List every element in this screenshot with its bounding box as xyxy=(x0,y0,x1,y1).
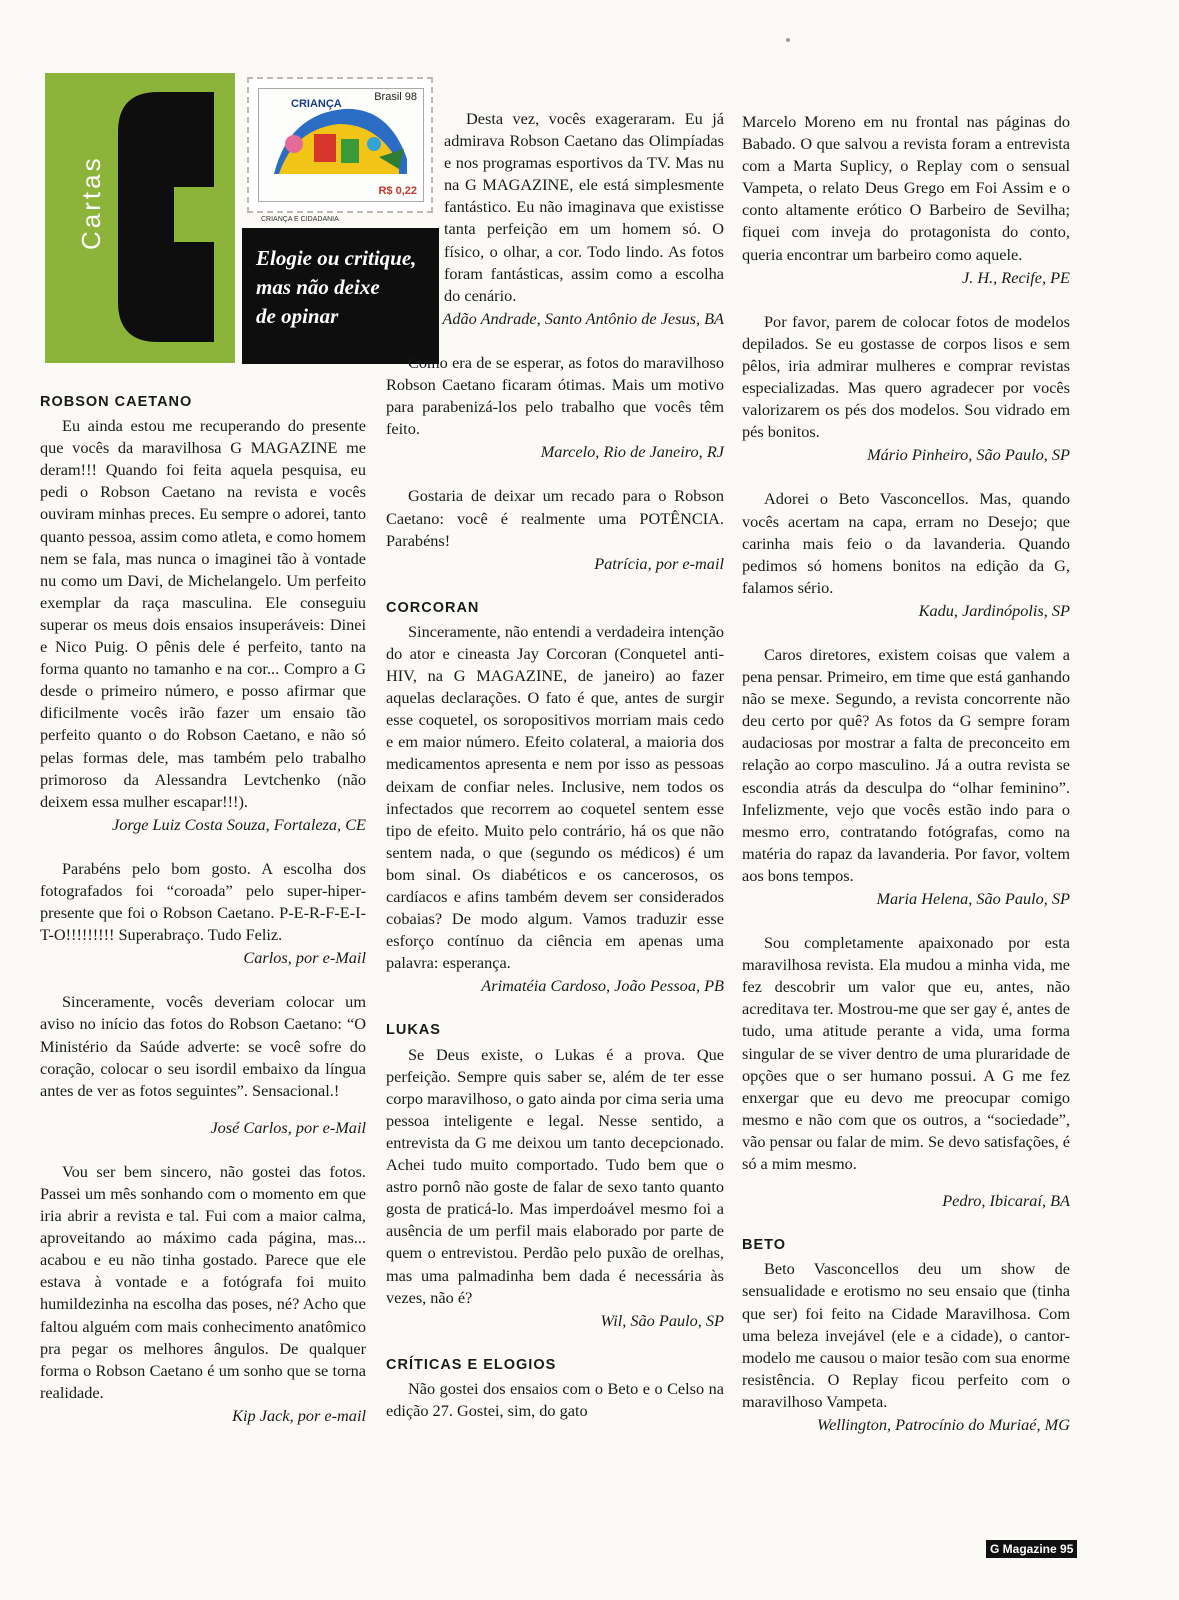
page-footer xyxy=(986,1540,1077,1558)
letter-signature: Marcelo, Rio de Janeiro, RJ xyxy=(540,442,724,462)
letter-text: Adorei o Beto Vasconcellos. Mas, quando vocês acertam na capa, erram no Desejo; que carinha mais feio o da lavanderia. Quando pedimos só homens bonitos na edição da G, falamos sério. xyxy=(742,489,1070,597)
letter-text: Se Deus existe, o Lukas é a prova. Que perfeição. Sempre quis saber se, além de ter esse corpo maravilhoso, o gato ainda por cima seria uma pessoa inteligente e legal. Nesse sentido, a entrevista da G me deixou um tanto decepcionado. Achei tudo muito comportado. Tudo bem que o astro pornô não goste de falar de sexo tanto quanto gosta de praticá-lo. Mas imperdoável mesmo foi a ausência de um perfil mais elaborado por parte de quem o entrevistou. Perdão pelo puxão de orelhas, mas uma palmadinha bem dada é necessária às vezes, não é? xyxy=(386,1044,724,1307)
letter-text: Por favor, parem de colocar fotos de modelos depilados. Se eu gostasse de corpos lisos e sem pêlos, iria admirar mulheres e comprar revistas especializadas. Mas quero agradecer por vocês valorizarem os pés dos modelos. Sou vidrado em pés bonitos. xyxy=(742,311,1070,442)
letter-signature: Maria Helena, São Paulo, SP xyxy=(876,889,1070,908)
tagline-line: Elogie ou critique, xyxy=(256,246,417,270)
stamp-value: R$ 0,22 xyxy=(378,185,417,197)
heading-lukas: LUKAS xyxy=(386,1022,441,1039)
big-letter-c xyxy=(118,92,214,342)
letter-text: Gostaria de deixar um recado para o Robson Caetano: você é realmente uma POTÊNCIA. Parabéns! xyxy=(386,486,724,550)
letter-text: Beto Vasconcellos deu um show de sensualidade e erotismo no seu ensaio que (tinha que ser) foi feito na Cidade Maravilhosa. Com uma beleza invejável (ele e a cidade), o cantor-modelo me causou o maior tesão com sua enorme resistência. O Replay ficou perfeito com o maravilhoso Vampeta. xyxy=(742,1259,1070,1411)
column-1 xyxy=(40,391,366,1427)
letter-signature: Wellington, Patrocínio do Muriaé, MG xyxy=(817,1414,1070,1434)
stamp-art-text: CRIANÇA xyxy=(291,98,342,110)
letter-text: Vou ser bem sincero, não gostei das fotos. Passei um mês sonhando com o momento em que iria abrir a revista e tal. Fui com a maior calma, aproveitando ao máximo cada página, mas... acabou e eu não tinha gostado. Parece que ele estava à vontade e a fotógrafa foi muito humildezinha na escolha das poses, né? Acho que faltou alguém com mais conhecimento anatômico pra pegar os melhores ângulos. De qualquer forma o Robson Caetano é um sonho que se torna realidade. xyxy=(40,1161,366,1402)
letter-signature: Carlos, por e-Mail xyxy=(243,948,366,968)
magazine-brand: G Magazine xyxy=(990,1542,1057,1556)
stamp-country: Brasil 98 xyxy=(374,91,417,103)
heading-corcoran: CORCORAN xyxy=(386,599,480,616)
letter-signature: Jorge Luiz Costa Souza, Fortaleza, CE xyxy=(111,814,366,834)
tagline-line: de opinar xyxy=(256,304,339,328)
letter-text: Marcelo Moreno em nu frontal nas páginas do Babado. O que salvou a revista foram a entrevista com a Marta Suplicy, o Replay com o sensual Vampeta, o relato Deus Grego em Foi Assim e o conto altamente erótico O Barbeiro de Sevilha; fiquei com inveja do protagonista do conto, queria encontrar um barbeiro como aquele. xyxy=(742,112,1070,264)
letter-text: Desta vez, vocês exageraram. Eu já admirava Robson Caetano das Olimpíadas e nos programas esportivos da TV. Mas nu na G MAGAZINE, ele está simplesmente fantástico. Eu não imaginava que existisse tanta perfeição em um homem só. O físico, o olhar, a cor. Todo lindo. As fotos foram fantásticas, assim como a escolha do cenário. xyxy=(444,109,724,305)
column-2 xyxy=(386,108,724,1422)
column-3 xyxy=(742,111,1070,1436)
letter-signature: Arimatéia Cardoso, João Pessoa, PB xyxy=(481,976,724,996)
letter-signature: Kadu, Jardinópolis, SP xyxy=(918,600,1070,620)
letter-text: Sinceramente, não entendi a verdadeira intenção do ator e cineasta Jay Corcoran (Conquetel anti-HIV, na G MAGAZINE, de janeiro) ao fazer aquelas declarações. O fato é que, antes de surgir esse coquetel, os soropositivos morriam mais cedo e em maior número. Efeito colateral, a maioria dos medicamentos apresenta e nem por isso as pessoas deixam de confiar neles. Inclusive, nem todos os infectados que recorrem ao coquetel sentem esse tipo de efeito. Muito pelo contrário, há os que não sentem nada, o que (segundo os médicos) é um bom sinal. Os diabéticos e os cancerosos, os cardíacos e afins também devem ser considerados cobaias? De modo algum. Vamos traduzir esse esforço contínuo da ciência em apenas uma palavra: esperança. xyxy=(386,621,724,973)
letter-signature: Wil, São Paulo, SP xyxy=(600,1310,724,1330)
section-title: Cartas xyxy=(76,155,106,250)
heading-robson-caetano: ROBSON CAETANO xyxy=(40,394,193,410)
page-number: 95 xyxy=(1060,1542,1074,1556)
letter-text: Caros diretores, existem coisas que valem a pena pensar. Primeiro, em time que está ganhando não se mexe. Segundo, a revista concorrente não deu certo por quê? As fotos da G sempre foram audaciosas por mostrar a falta de preconceito em relação ao corpo masculino. Já a outra revista se escondia atrás da desculpa do “olhar feminino”. Infelizmente, vejo que vocês estão indo para o mesmo erro, contratando fotógrafas, como na matéria do rapaz da lavanderia. Por favor, voltem aos bons tempos. xyxy=(742,644,1070,885)
letter-text: Sou completamente apaixonado por esta maravilhosa revista. Ela mudou a minha vida, me fez descobrir um valor que eu, antes, não acreditava ter. Mostrou-me que ser gay é, antes de tudo, uma atitude perante a vida, uma forma singular de se viver dentro de uma pluraridade de opções que o ser humano possui. A G me fez enxergar que eu devo me preocupar comigo mesmo e não com que os outros, a “sociedade”, vão pensar ou falar de mim. Se devo satisfações, é só a mim mesmo. xyxy=(742,933,1070,1174)
letter-continued-block xyxy=(386,108,724,307)
letter-text: Sinceramente, vocês deveriam colocar um aviso no início das fotos do Robson Caetano: “O Ministério da Saúde adverte: se você sofre do coração, colocar o seu isordil embaixo da língua antes de ver as fotos seguintes”. Sensacional.! xyxy=(40,992,366,1100)
letter-signature: José Carlos, por e-Mail xyxy=(210,1117,366,1137)
speck xyxy=(786,38,790,42)
letter-signature: Kip Jack, por e-mail xyxy=(232,1405,366,1425)
letter-text: Como era de se esperar, as fotos do maravilhoso Robson Caetano ficaram ótimas. Mais um motivo para parabenizá-los pelo trabalho que vocês têm feito. xyxy=(386,352,724,439)
letter-signature: Mário Pinheiro, São Paulo, SP xyxy=(867,445,1070,465)
letter-signature: J. H., Recife, PE xyxy=(961,267,1070,287)
letter-text: Não gostei dos ensaios com o Beto e o Celso na edição 27. Gostei, sim, do gato xyxy=(386,1378,724,1420)
heading-beto: BETO xyxy=(742,1237,787,1254)
heading-criticas-e-elogios: CRÍTICAS E ELOGIOS xyxy=(386,1356,557,1373)
letter-text: Eu ainda estou me recuperando do presente que vocês da maravilhosa G MAGAZINE me deram!!! Quando foi feita aquela pesquisa, eu pedi o Robson Caetano na revista e vocês ouviram minhas preces. Eu sempre o adorei, tanto quanto pessoa, assim como atleta, e como homem nem se fala, mas nunca o imaginei tão à vontade nu como um Davi, de Michelangelo. Um perfeito exemplar da raça masculina. Ele conseguiu superar os meus dois ensaios insuperáveis: Dinei e Nico Puig. O pênis dele é perfeito, tanto na forma quanto no tamanho e na cor... Compro a G desde o primeiro número, e posso afirmar que dificilmente vocês irão fazer um ensaio tão perfeito quanto o do Robson Caetano, e não só pelas formas dele, mas também pelo trabalho primoroso da Alessandra Levtchenko (não deixem essa mulher escapar!!!). xyxy=(40,416,366,811)
letter-text: Parabéns pelo bom gosto. A escolha dos fotografados foi “coroada” pelo super-hiper-presente que foi o Robson Caetano. P-E-R-F-E-I-T-O!!!!!!!!! Superabraço. Tudo Feliz. xyxy=(40,858,366,945)
letter-signature: Pedro, Ibicaraí, BA xyxy=(942,1191,1070,1211)
tagline-line: mas não deixe xyxy=(256,275,380,299)
letter-signature: Patrícia, por e-mail xyxy=(594,553,724,573)
stamp-caption: CRIANÇA E CIDADANIA xyxy=(261,216,339,223)
letter-signature: Adão Andrade, Santo Antônio de Jesus, BA xyxy=(442,308,724,328)
